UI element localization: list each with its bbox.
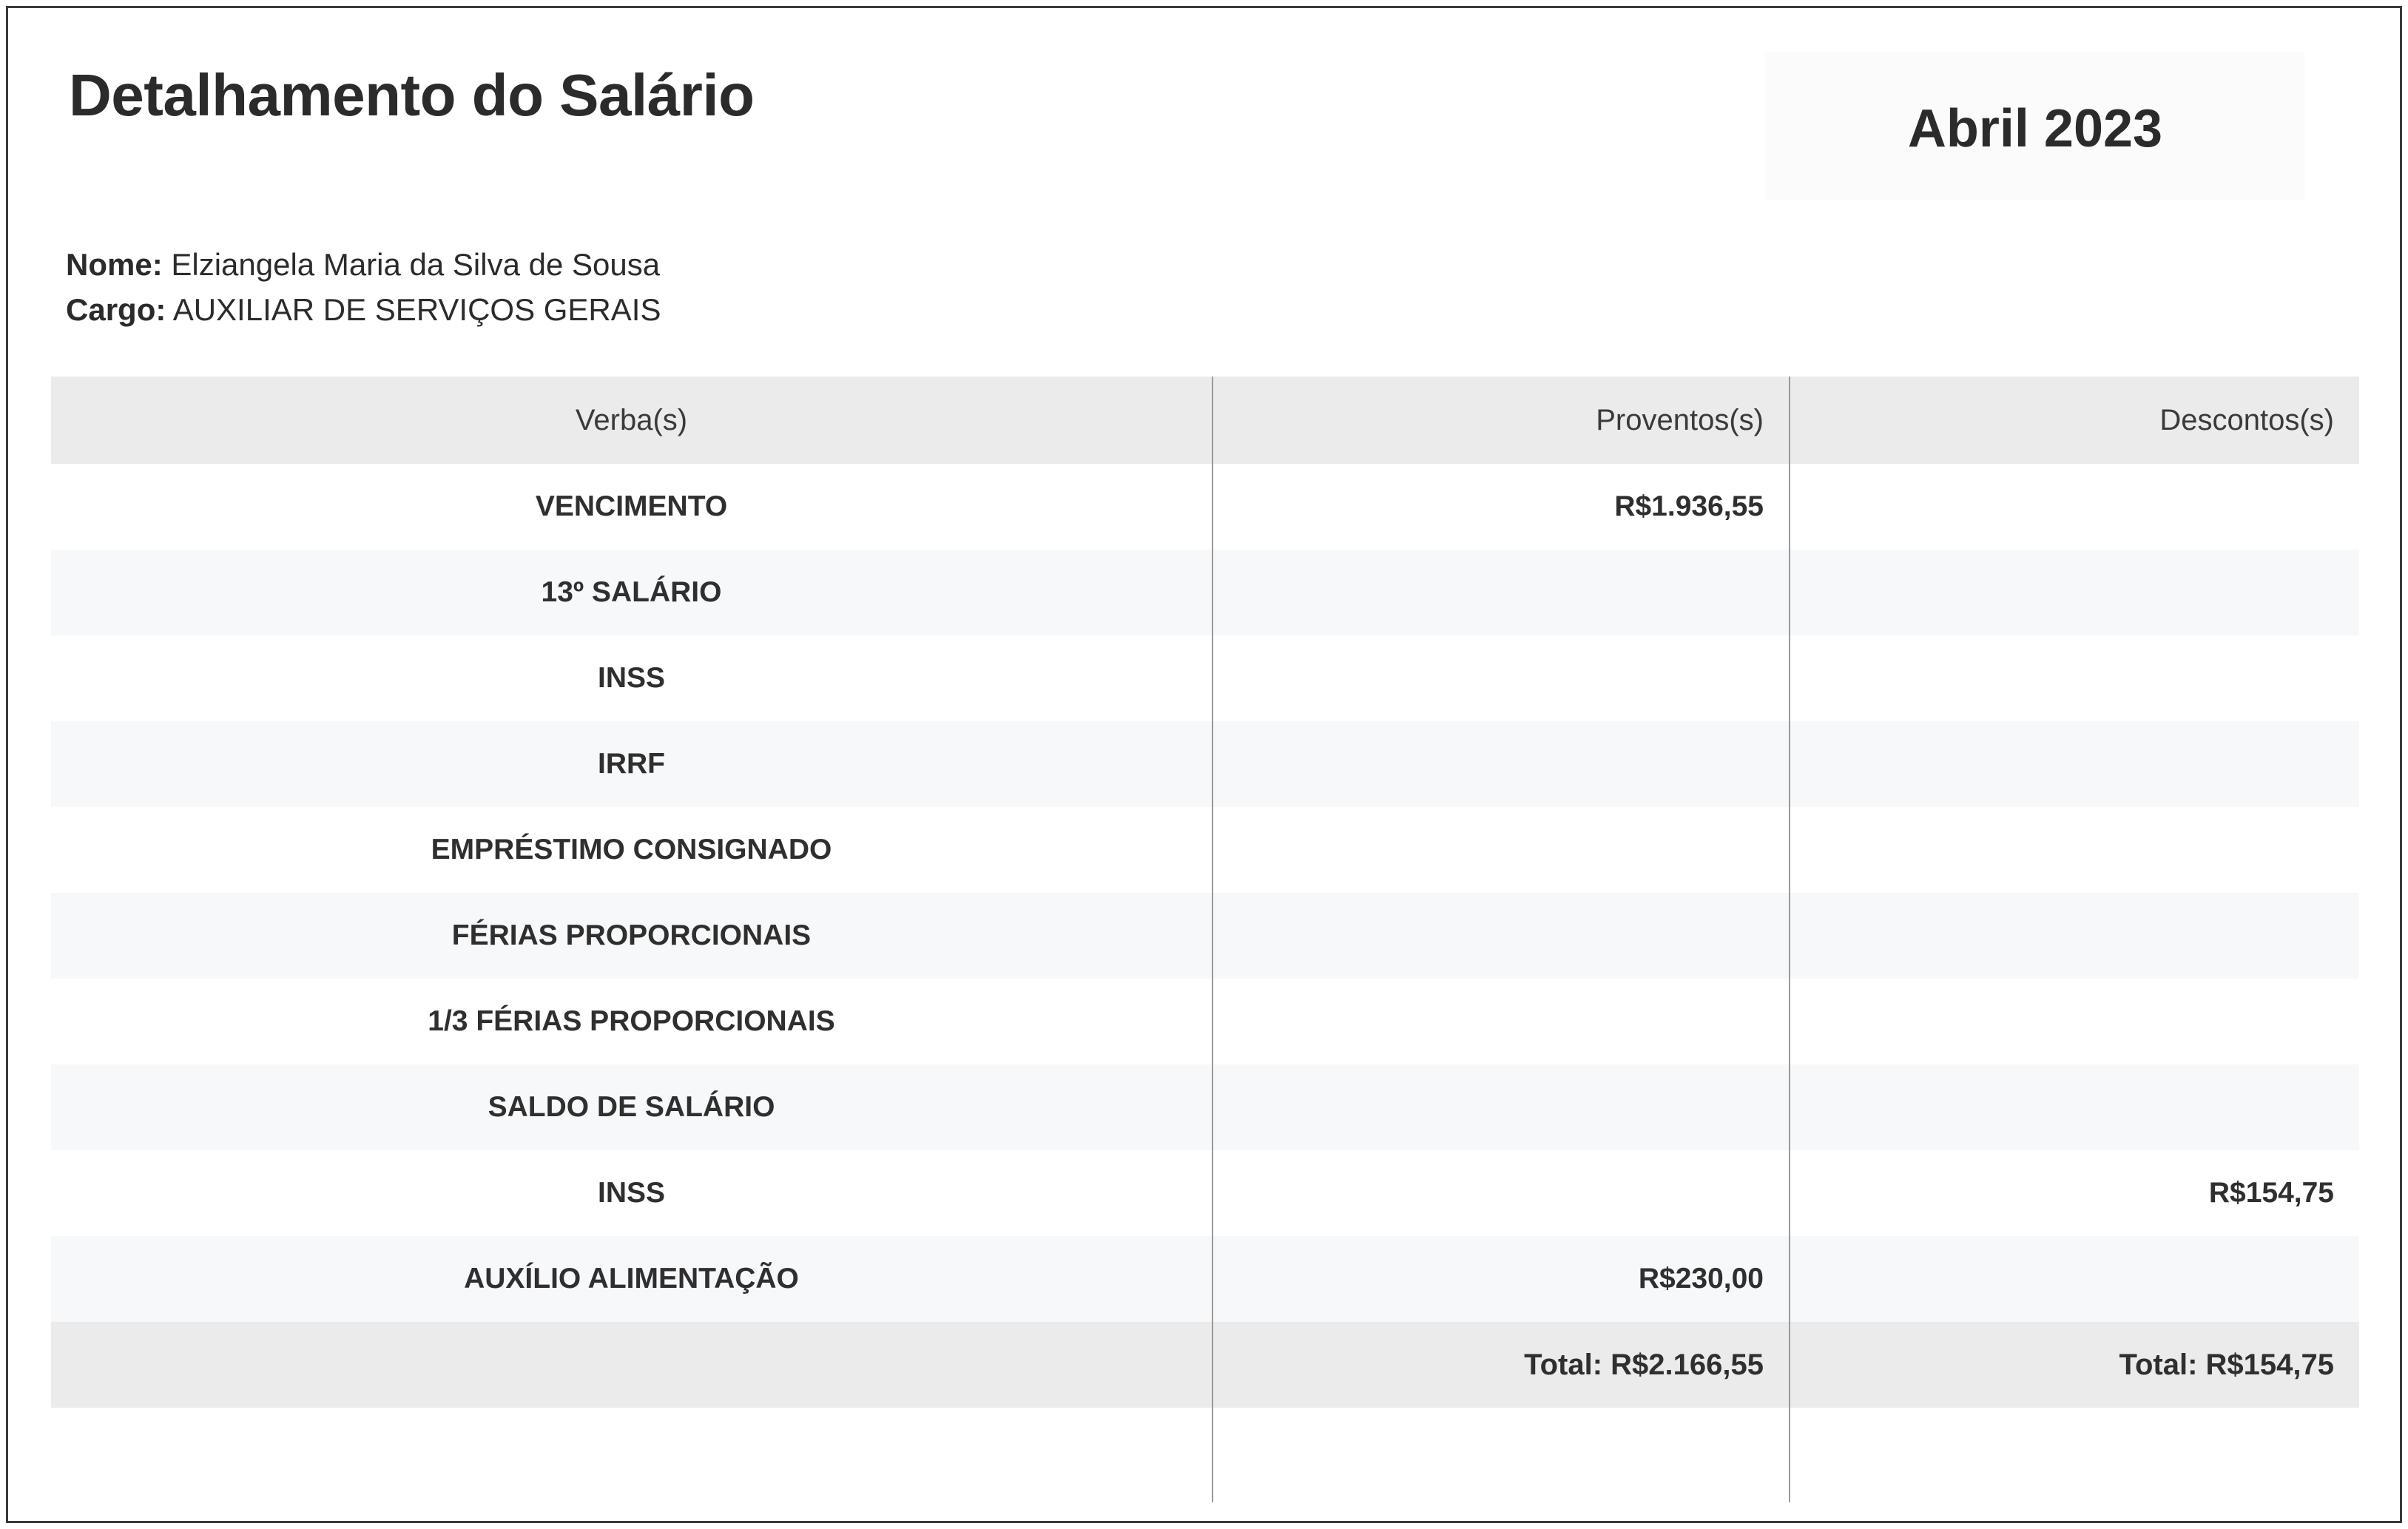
cell-descontos [1790, 635, 2359, 721]
cell-verba: INSS [51, 635, 1213, 721]
page-title: Detalhamento do Salário [69, 62, 755, 128]
employee-role-line [66, 290, 661, 331]
cell-verba: SALDO DE SALÁRIO [51, 1064, 1213, 1150]
employee-name-value: Elziangela Maria da Silva de Sousa [171, 247, 661, 282]
document-sheet [6, 6, 2402, 1523]
cell-proventos [1213, 979, 1790, 1064]
table-spacer-row [51, 1408, 2359, 1502]
table-totals-row [51, 1322, 2359, 1408]
cell-verba: INSS [51, 1150, 1213, 1236]
table-row [51, 979, 2359, 1064]
cell-descontos [1790, 1236, 2359, 1322]
cell-descontos [1790, 807, 2359, 893]
column-header-proventos: Proventos(s) [1213, 377, 1790, 464]
cell-proventos [1213, 635, 1790, 721]
period-label: Abril 2023 [1907, 99, 2163, 158]
cell-descontos [1790, 1064, 2359, 1150]
employee-name-label: Nome: [66, 247, 163, 282]
table-row [51, 635, 2359, 721]
cell-descontos: R$154,75 [1790, 1150, 2359, 1236]
table-row [51, 464, 2359, 550]
cell-proventos [1213, 550, 1790, 635]
cell-proventos [1213, 1150, 1790, 1236]
table-row [51, 893, 2359, 979]
totals-descontos: Total: R$154,75 [1790, 1322, 2359, 1408]
cell-verba: 1/3 FÉRIAS PROPORCIONAIS [51, 979, 1213, 1064]
cell-verba: AUXÍLIO ALIMENTAÇÃO [51, 1236, 1213, 1322]
table-row [51, 807, 2359, 893]
cell-verba: FÉRIAS PROPORCIONAIS [51, 893, 1213, 979]
cell-verba: IRRF [51, 721, 1213, 807]
column-header-verba: Verba(s) [51, 377, 1213, 464]
cell-proventos: R$230,00 [1213, 1236, 1790, 1322]
cell-descontos [1790, 464, 2359, 550]
cell-descontos [1790, 893, 2359, 979]
spacer-cell-proventos [1213, 1408, 1790, 1502]
table-header [51, 377, 2359, 464]
cell-proventos [1213, 1064, 1790, 1150]
cell-descontos [1790, 979, 2359, 1064]
table-row [51, 1064, 2359, 1150]
employee-role-value: AUXILIAR DE SERVIÇOS GERAIS [172, 291, 661, 327]
table-body [51, 464, 2359, 1502]
table-row [51, 1150, 2359, 1236]
employee-info [66, 245, 661, 334]
cell-descontos [1790, 721, 2359, 807]
document-header [8, 8, 2400, 193]
table-header-row [51, 377, 2359, 464]
salary-detail-table [51, 377, 2359, 1502]
spacer-cell-verba [51, 1408, 1213, 1502]
column-header-descontos: Descontos(s) [1790, 377, 2359, 464]
document-inner [8, 8, 2400, 1521]
cell-proventos [1213, 893, 1790, 979]
cell-descontos [1790, 550, 2359, 635]
table-row [51, 1236, 2359, 1322]
cell-verba: VENCIMENTO [51, 464, 1213, 550]
totals-empty-cell [51, 1322, 1213, 1408]
employee-name-line [66, 245, 661, 286]
cell-verba: 13º SALÁRIO [51, 550, 1213, 635]
totals-proventos: Total: R$2.166,55 [1213, 1322, 1790, 1408]
cell-proventos [1213, 807, 1790, 893]
table-row [51, 721, 2359, 807]
table-row [51, 550, 2359, 635]
cell-proventos: R$1.936,55 [1213, 464, 1790, 550]
employee-role-label: Cargo: [66, 291, 166, 327]
cell-proventos [1213, 721, 1790, 807]
period-box [1765, 53, 2305, 200]
spacer-cell-descontos [1790, 1408, 2359, 1502]
cell-verba: EMPRÉSTIMO CONSIGNADO [51, 807, 1213, 893]
